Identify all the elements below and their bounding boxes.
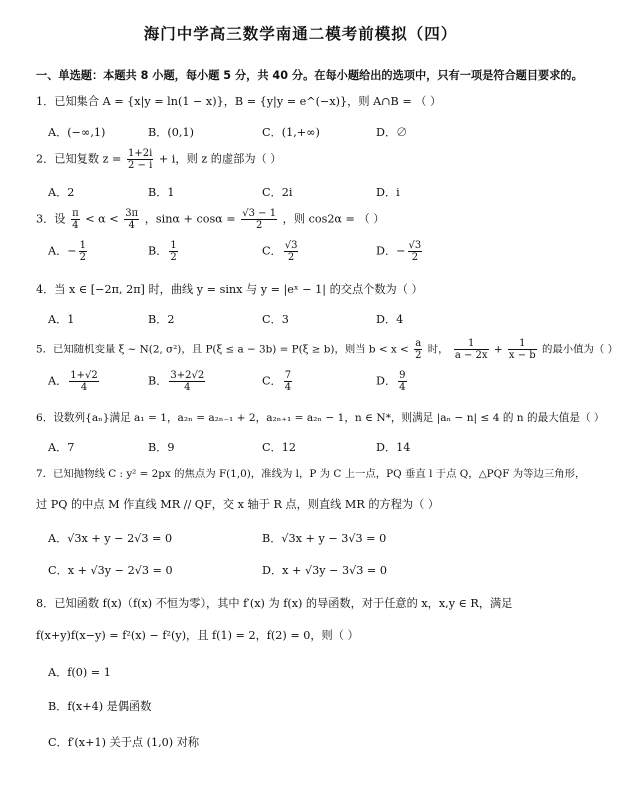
option-b: B．√3x + y − 3√3 = 0 bbox=[262, 532, 387, 545]
question-4-stem: 4．当 x ∈ [−2π, 2π] 时，曲线 y = sinx 与 y = |eˣ − 1| 的交点个数为（ ） bbox=[36, 283, 423, 296]
option-c: C．x + √3y − 2√3 = 0 bbox=[48, 564, 173, 577]
option-d: D． $\frac{9}{4}$ bbox=[376, 370, 406, 393]
question-1-stem: 1．已知集合 A = {x|y = ln(1 − x)}，B = {y|y = e^(−x)}，则 A∩B = （ ） bbox=[36, 95, 442, 108]
option-b: B．f(x+4) 是偶函数 bbox=[48, 700, 152, 713]
question-8-stem-cont: f(x+y)f(x−y) = f²(x) − f²(y)，且 f(1) = 2，f(2) = 0，则（ ） bbox=[36, 629, 359, 642]
option-c: C．(1,+∞) bbox=[262, 126, 320, 139]
option-b: B．9 bbox=[148, 441, 175, 454]
option-d: D．14 bbox=[376, 441, 411, 454]
option-b: B． $\frac{3+2√2}{4}$ bbox=[148, 370, 205, 393]
option-c: C． $\frac{√3}{2}$ bbox=[262, 240, 298, 263]
question-7-stem-cont: 过 PQ 的中点 M 作直线 MR // QF，交 x 轴于 R 点，则直线 MR 的方程为（ ） bbox=[36, 498, 440, 511]
question-6-stem: 6．设数列{aₙ}满足 a₁ = 1，a₂ₙ = a₂ₙ₋₁ + 2，a₂ₙ₊₁ = a₂ₙ − 1，n ∈ N*，则满足 |aₙ − n| ≤ 4 的 n 的最大值是（ ） bbox=[36, 412, 605, 424]
option-b: B．(0,1) bbox=[148, 126, 194, 139]
question-2-stem: 2．已知复数 z = $\frac{1+2i}{2 - i}$ + i，则 z 的虚部为（ ） bbox=[36, 148, 282, 171]
question-8-stem: 8．已知函数 f(x)（f(x) 不恒为零），其中 f′(x) 为 f(x) 的导函数，对于任意的 x，x,y ∈ R，满足 bbox=[36, 597, 513, 610]
option-c: C． $\frac{7}{4}$ bbox=[262, 370, 292, 393]
option-a: A．f(0) = 1 bbox=[48, 666, 111, 679]
option-d: D．− $\frac{√3}{2}$ bbox=[376, 240, 422, 263]
option-d: D．i bbox=[376, 186, 400, 199]
option-b: B． $\frac{1}{2}$ bbox=[148, 240, 177, 263]
option-a: A．2 bbox=[48, 186, 75, 199]
option-c: C．3 bbox=[262, 313, 289, 326]
option-c: C．12 bbox=[262, 441, 296, 454]
option-a: A．− $\frac{1}{2}$ bbox=[48, 240, 87, 263]
question-5-stem: 5．已知随机变量 ξ ~ N(2, σ²)，且 P(ξ ≤ a − 3b) = P(ξ ≥ b)，则当 b < x < $\frac{a}{2}$ 时， $\frac{1}{a - 2x}$ + $\frac{1}{x - b}$ 的最小值为（ ） bbox=[36, 338, 618, 361]
option-d: D．∅ bbox=[376, 126, 408, 139]
option-d: D．x + √3y − 3√3 = 0 bbox=[262, 564, 387, 577]
option-a: A．(−∞,1) bbox=[48, 126, 106, 139]
option-a: A．√3x + y − 2√3 = 0 bbox=[48, 532, 173, 545]
question-7-stem: 7．已知抛物线 C : y² = 2px 的焦点为 F(1,0)，准线为 l，P 为 C 上一点，PQ 垂直 l 于点 Q，△PQF 为等边三角形， bbox=[36, 468, 586, 480]
page-title: 海门中学高三数学南通二模考前模拟（四） bbox=[143, 25, 458, 43]
question-3-stem: 3．设 $\frac{\pi}{4}$ < α < $\frac{3\pi}{4}$ ，sinα + cosα = $\frac{√3 - 1}{2}$ ，则 cos2α = （ ） bbox=[36, 208, 385, 231]
option-b: B．1 bbox=[148, 186, 175, 199]
option-a: A． $\frac{1+√2}{4}$ bbox=[48, 370, 98, 393]
option-c: C．2i bbox=[262, 186, 293, 199]
section-heading: 一、单选题：本题共 8 小题，每小题 5 分，共 40 分。在每小题给出的选项中，只有一项是符合题目要求的。 bbox=[36, 69, 583, 82]
fraction: $\frac{1+2i}{2 - i}$ bbox=[128, 148, 153, 171]
option-d: D．4 bbox=[376, 313, 404, 326]
option-c: C．f′(x+1) 关于点 (1,0) 对称 bbox=[48, 736, 200, 749]
option-a: A．1 bbox=[48, 313, 75, 326]
option-b: B．2 bbox=[148, 313, 175, 326]
option-a: A．7 bbox=[48, 441, 75, 454]
